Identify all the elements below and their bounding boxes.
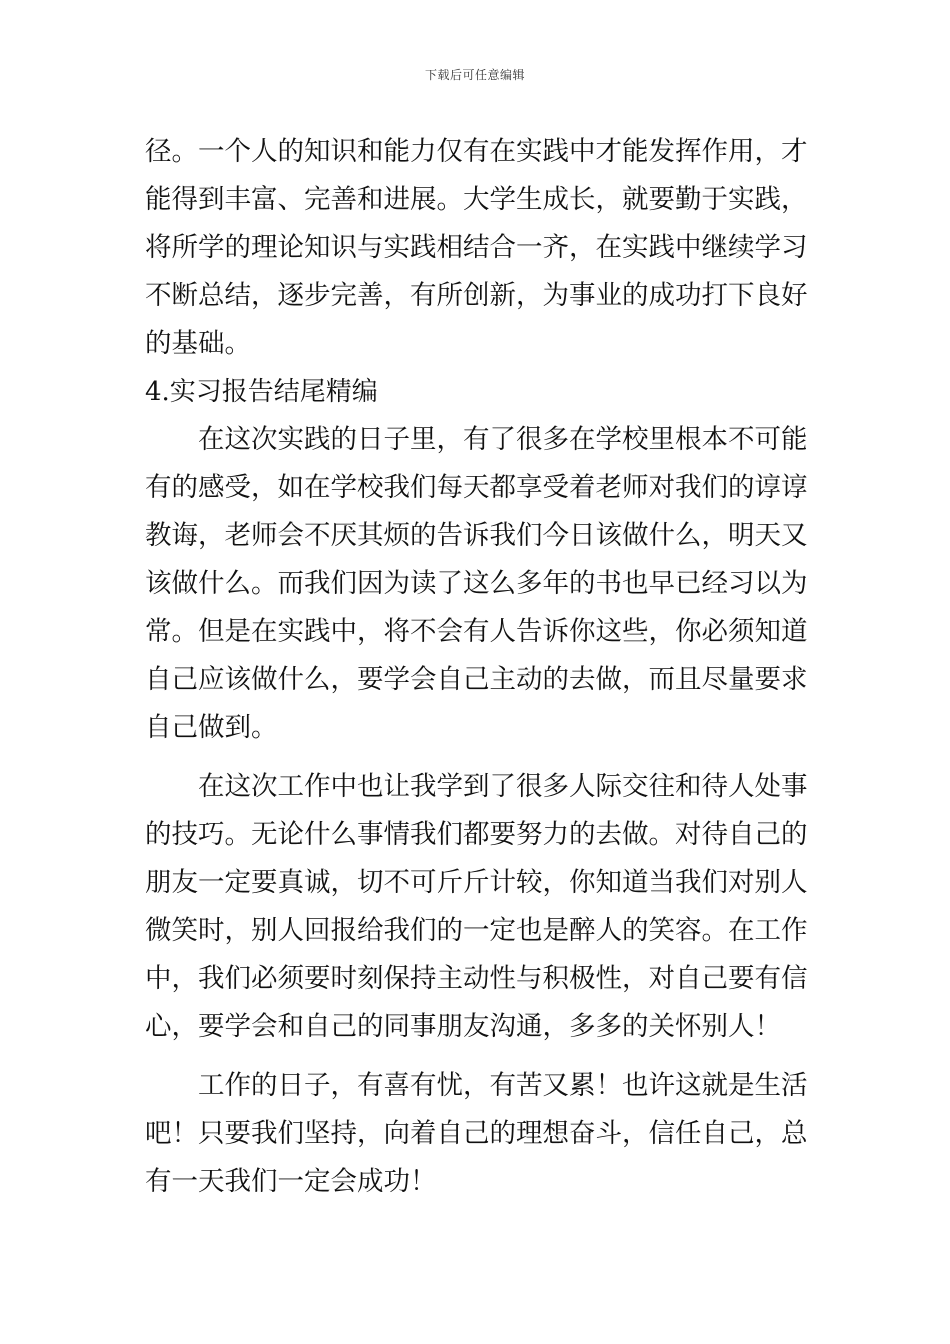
text-line: 不断总结，逐步完善，有所创新，为事业的成功打下良好 — [145, 280, 808, 311]
paragraph — [145, 128, 810, 368]
text-line: 中，我们必须要时刻保持主动性与积极性，对自己要有信 — [145, 963, 808, 994]
text-line: 能得到丰富、完善和进展。大学生成长，就要勤于实践， — [145, 184, 808, 215]
text-line: 的技巧。无论什么事情我们都要努力的去做。对待自己的 — [145, 819, 808, 850]
paragraph — [145, 1062, 810, 1206]
text-line: 心，要学会和自己的同事朋友沟通，多多的关怀别人！ — [145, 1011, 781, 1042]
text-line: 在这次工作中也让我学到了很多人际交往和待人处事 — [198, 771, 808, 802]
text-line: 有的感受，如在学校我们每天都享受着老师对我们的谆谆 — [145, 472, 808, 503]
text-line: 有一天我们一定会成功！ — [145, 1166, 437, 1197]
text-line: 微笑时，别人回报给我们的一定也是醉人的笑容。在工作 — [145, 915, 808, 946]
text-line: 自己应该做什么，要学会自己主动的去做，而且尽量要求 — [145, 664, 808, 695]
heading-text: 4.实习报告结尾精编 — [145, 377, 378, 407]
text-line: 在这次实践的日子里，有了很多在学校里根本不可能 — [198, 424, 808, 455]
section-heading — [145, 368, 810, 416]
text-line: 的基础。 — [145, 328, 251, 359]
text-line: 常。但是在实践中，将不会有人告诉你这些，你必须知道 — [145, 616, 808, 647]
document-body — [145, 128, 810, 1206]
text-line: 该做什么。而我们因为读了这么多年的书也早已经习以为 — [145, 568, 808, 599]
page-header: 下载后可任意编辑 — [424, 68, 525, 82]
paragraph — [145, 416, 810, 752]
paragraph — [145, 763, 810, 1051]
text-line: 工作的日子，有喜有忧，有苦又累！也许这就是生活 — [198, 1070, 808, 1101]
text-line: 径。一个人的知识和能力仅有在实践中才能发挥作用，才 — [145, 136, 808, 167]
text-line: 将所学的理论知识与实践相结合一齐，在实践中继续学习 — [145, 232, 808, 263]
text-line: 吧！只要我们坚持，向着自己的理想奋斗，信任自己，总 — [145, 1118, 808, 1149]
text-line: 朋友一定要真诚，切不可斤斤计较，你知道当我们对别人 — [145, 867, 808, 898]
text-line: 教诲，老师会不厌其烦的告诉我们今日该做什么，明天又 — [145, 520, 808, 551]
text-line: 自己做到。 — [145, 712, 278, 743]
